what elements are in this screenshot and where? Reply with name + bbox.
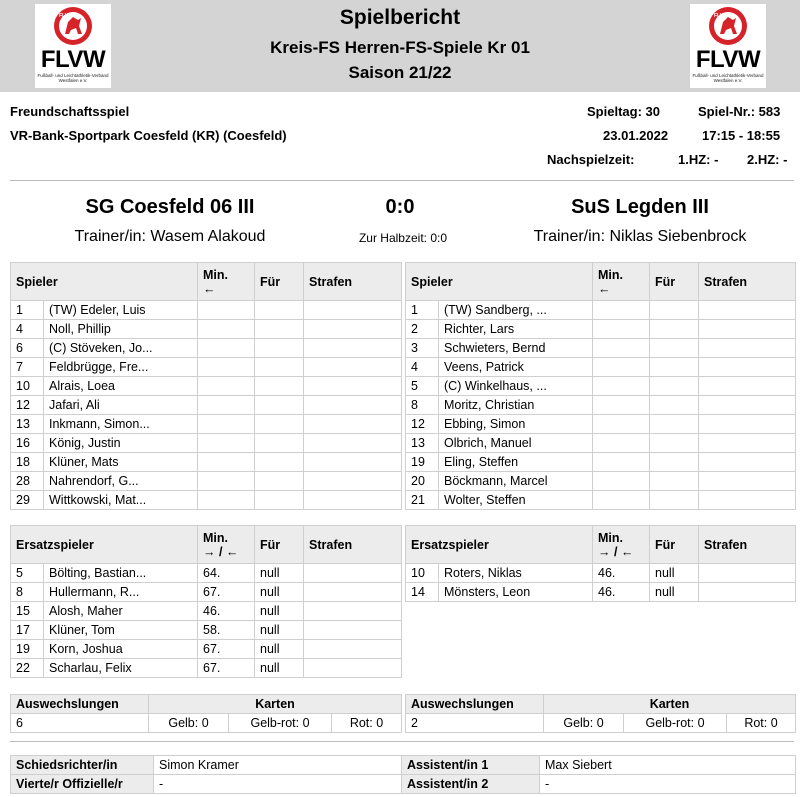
table-row [406, 472, 796, 491]
penalty-cell [699, 491, 796, 510]
assistant1-name: Max Siebert [540, 756, 796, 775]
table-row [406, 491, 796, 510]
player-name-cell: Noll, Phillip [44, 320, 198, 339]
player-name-cell: (TW) Edeler, Luis [44, 301, 198, 320]
player-name-cell: Mönsters, Leon [439, 583, 593, 602]
referee-name: Simon Kramer [154, 756, 402, 775]
minute-cell [593, 434, 650, 453]
player-name-cell: Schwieters, Bernd [439, 339, 593, 358]
shirt-number-cell: 15 [11, 602, 44, 621]
for-cell: null [255, 621, 304, 640]
table-row [11, 377, 402, 396]
match-type: Freundschaftsspiel [10, 104, 130, 119]
player-name-cell: (TW) Sandberg, ... [439, 301, 593, 320]
substitution-count: 6 [11, 714, 149, 733]
for-cell [650, 472, 699, 491]
penalty-cell [304, 453, 402, 472]
final-score: 0:0 [385, 196, 415, 218]
logo-subtitle: Fußball- und Leichtathletik-Verband Westfalen e.V. [692, 73, 764, 83]
shirt-number-cell: 6 [11, 339, 44, 358]
penalty-cell [699, 453, 796, 472]
for-cell [255, 453, 304, 472]
table-row [11, 602, 402, 621]
column-header-strafen: Strafen [304, 263, 402, 301]
penalty-cell [304, 415, 402, 434]
yellow-red-cards: Gelb-rot: 0 [229, 714, 332, 733]
penalty-cell [304, 640, 402, 659]
column-header-spieler: Spieler [11, 263, 198, 301]
minute-cell [198, 491, 255, 510]
table-row [11, 453, 402, 472]
for-cell [255, 415, 304, 434]
penalty-cell [699, 415, 796, 434]
shirt-number-cell: 5 [11, 564, 44, 583]
for-cell [650, 358, 699, 377]
shirt-number-cell: 7 [11, 358, 44, 377]
fourth-official-label: Vierte/r Offizielle/r [11, 775, 154, 794]
for-cell [255, 472, 304, 491]
match-number: Spiel-Nr.: 583 [698, 104, 781, 119]
table-row [11, 472, 402, 491]
home-substitutes-table [10, 525, 402, 678]
penalty-cell [304, 320, 402, 339]
column-header-strafen: Strafen [699, 263, 796, 301]
shirt-number-cell: 2 [406, 320, 439, 339]
column-header-fuer: Für [255, 263, 304, 301]
penalty-cell [304, 583, 402, 602]
for-cell [650, 320, 699, 339]
table-row [406, 415, 796, 434]
yellow-cards: Gelb: 0 [149, 714, 229, 733]
column-header-fuer: Für [650, 526, 699, 564]
yellow-red-cards: Gelb-rot: 0 [624, 714, 727, 733]
player-name-cell: Moritz, Christian [439, 396, 593, 415]
shirt-number-cell: 12 [406, 415, 439, 434]
minute-cell: 58. [198, 621, 255, 640]
for-cell [255, 358, 304, 377]
column-header-auswechslungen: Auswechslungen [406, 695, 544, 714]
table-row [11, 564, 402, 583]
player-name-cell: Inkmann, Simon... [44, 415, 198, 434]
player-name-cell: Nahrendorf, G... [44, 472, 198, 491]
logo-brand: FLVW [695, 46, 761, 73]
penalty-cell [304, 301, 402, 320]
table-row [11, 415, 402, 434]
minute-cell [198, 472, 255, 491]
table-row [11, 434, 402, 453]
shirt-number-cell: 13 [11, 415, 44, 434]
shirt-number-cell: 22 [11, 659, 44, 678]
for-cell [255, 339, 304, 358]
column-header-strafen: Strafen [304, 526, 402, 564]
match-date: 23.01.2022 [603, 128, 669, 143]
for-cell [650, 339, 699, 358]
extra-time-label: Nachspielzeit: [547, 152, 635, 167]
penalty-cell [304, 339, 402, 358]
shirt-number-cell: 28 [11, 472, 44, 491]
for-cell [650, 301, 699, 320]
assistant1-label: Assistent/in 1 [402, 756, 540, 775]
minute-cell: 46. [593, 564, 650, 583]
minute-cell: 46. [198, 602, 255, 621]
table-row [11, 659, 402, 678]
penalty-cell [699, 358, 796, 377]
report-header [0, 0, 800, 92]
shirt-number-cell: 1 [406, 301, 439, 320]
for-cell [650, 415, 699, 434]
assistant2-name: - [540, 775, 796, 794]
minute-cell [198, 434, 255, 453]
minute-cell [593, 377, 650, 396]
for-cell [650, 377, 699, 396]
logo-subtitle: Fußball- und Leichtathletik-Verband Westfalen e.V. [37, 73, 109, 83]
minute-cell [593, 396, 650, 415]
away-summary-table [405, 694, 796, 733]
for-cell [255, 301, 304, 320]
svg-text:FLVW: FLVW [59, 13, 73, 19]
red-cards: Rot: 0 [332, 714, 402, 733]
player-name-cell: Olbrich, Manuel [439, 434, 593, 453]
shirt-number-cell: 18 [11, 453, 44, 472]
table-row [406, 301, 796, 320]
player-name-cell: Böckmann, Marcel [439, 472, 593, 491]
referee-label: Schiedsrichter/in [11, 756, 154, 775]
table-row [406, 320, 796, 339]
table-row [11, 339, 402, 358]
minute-cell: 46. [593, 583, 650, 602]
table-row [11, 396, 402, 415]
divider [10, 180, 794, 181]
red-cards: Rot: 0 [727, 714, 796, 733]
shirt-number-cell: 1 [11, 301, 44, 320]
officials-table [10, 755, 796, 794]
player-name-cell: Korn, Joshua [44, 640, 198, 659]
penalty-cell [304, 472, 402, 491]
shirt-number-cell: 14 [406, 583, 439, 602]
shirt-number-cell: 10 [406, 564, 439, 583]
table-row [11, 583, 402, 602]
table-row [406, 453, 796, 472]
for-cell [255, 434, 304, 453]
column-header-strafen: Strafen [699, 526, 796, 564]
shirt-number-cell: 12 [11, 396, 44, 415]
penalty-cell [699, 377, 796, 396]
table-row [406, 564, 796, 583]
player-name-cell: Feldbrügge, Fre... [44, 358, 198, 377]
home-team-name: SG Coesfeld 06 III [85, 196, 255, 218]
penalty-cell [304, 396, 402, 415]
competition-title: Kreis-FS Herren-FS-Spiele Kr 01 [270, 38, 530, 57]
penalty-cell [304, 358, 402, 377]
substitution-count: 2 [406, 714, 544, 733]
shirt-number-cell: 19 [406, 453, 439, 472]
column-header-ersatzspieler: Ersatzspieler [11, 526, 198, 564]
for-cell [255, 396, 304, 415]
flvw-logo [35, 4, 111, 88]
shirt-number-cell: 16 [11, 434, 44, 453]
penalty-cell [304, 602, 402, 621]
shirt-number-cell: 3 [406, 339, 439, 358]
for-cell: null [255, 602, 304, 621]
shirt-number-cell: 21 [406, 491, 439, 510]
minute-cell [593, 339, 650, 358]
minute-cell: 67. [198, 659, 255, 678]
matchday: Spieltag: 30 [587, 104, 660, 119]
shirt-number-cell: 4 [406, 358, 439, 377]
penalty-cell [304, 434, 402, 453]
divider [10, 741, 794, 742]
minute-cell [593, 453, 650, 472]
player-name-cell: Ebbing, Simon [439, 415, 593, 434]
shirt-number-cell: 19 [11, 640, 44, 659]
home-lineup-table [10, 262, 402, 510]
player-name-cell: (C) Stöveken, Jo... [44, 339, 198, 358]
for-cell: null [650, 564, 699, 583]
player-name-cell: Wittkowski, Mat... [44, 491, 198, 510]
for-cell: null [255, 583, 304, 602]
venue: VR-Bank-Sportpark Coesfeld (KR) (Coesfeld) [10, 128, 287, 143]
player-name-cell: Alrais, Loea [44, 377, 198, 396]
flvw-seal-icon [35, 4, 111, 50]
shirt-number-cell: 8 [406, 396, 439, 415]
shirt-number-cell: 8 [11, 583, 44, 602]
home-summary-table [10, 694, 402, 733]
player-name-cell: Alosh, Maher [44, 602, 198, 621]
logo-brand: FLVW [40, 46, 106, 73]
penalty-cell [699, 434, 796, 453]
table-row [11, 320, 402, 339]
page-title: Spielbericht [339, 6, 461, 29]
column-header-auswechslungen: Auswechslungen [11, 695, 149, 714]
extra-time-second-half: 2.HZ: - [747, 152, 788, 167]
for-cell [255, 377, 304, 396]
halftime-score: Zur Halbzeit: 0:0 [358, 231, 448, 245]
penalty-cell [699, 339, 796, 358]
for-cell: null [255, 659, 304, 678]
for-cell [650, 396, 699, 415]
player-name-cell: Jafari, Ali [44, 396, 198, 415]
table-row [11, 491, 402, 510]
player-name-cell: Bölting, Bastian... [44, 564, 198, 583]
for-cell [255, 320, 304, 339]
table-row [406, 339, 796, 358]
penalty-cell [699, 583, 796, 602]
for-cell: null [255, 640, 304, 659]
table-row [11, 621, 402, 640]
penalty-cell [304, 659, 402, 678]
flvw-seal-icon [690, 4, 766, 50]
penalty-cell [304, 564, 402, 583]
player-name-cell: Wolter, Steffen [439, 491, 593, 510]
for-cell [650, 434, 699, 453]
minute-cell [198, 358, 255, 377]
table-row [406, 358, 796, 377]
minute-cell [593, 301, 650, 320]
player-name-cell: Klüner, Mats [44, 453, 198, 472]
shirt-number-cell: 4 [11, 320, 44, 339]
column-header-spieler: Spieler [406, 263, 593, 301]
column-header-min: Min. → / ← [593, 526, 650, 564]
assistant2-label: Assistent/in 2 [402, 775, 540, 794]
column-header-fuer: Für [255, 526, 304, 564]
penalty-cell [699, 320, 796, 339]
away-lineup-table [405, 262, 796, 510]
column-header-karten: Karten [544, 695, 796, 714]
shirt-number-cell: 20 [406, 472, 439, 491]
table-row [406, 583, 796, 602]
minute-cell [198, 339, 255, 358]
penalty-cell [699, 396, 796, 415]
player-name-cell: Klüner, Tom [44, 621, 198, 640]
minute-cell [593, 415, 650, 434]
player-name-cell: (C) Winkelhaus, ... [439, 377, 593, 396]
penalty-cell [699, 564, 796, 583]
for-cell [650, 453, 699, 472]
table-row [11, 358, 402, 377]
minute-cell [593, 320, 650, 339]
minute-cell [198, 415, 255, 434]
player-name-cell: Roters, Niklas [439, 564, 593, 583]
for-cell: null [650, 583, 699, 602]
player-name-cell: Richter, Lars [439, 320, 593, 339]
table-row [11, 301, 402, 320]
column-header-min: Min. ← [198, 263, 255, 301]
minute-cell: 67. [198, 583, 255, 602]
for-cell: null [255, 564, 304, 583]
away-team-name: SuS Legden III [571, 196, 709, 218]
column-header-ersatzspieler: Ersatzspieler [406, 526, 593, 564]
player-name-cell: König, Justin [44, 434, 198, 453]
home-trainer: Trainer/in: Wasem Alakoud [74, 228, 266, 245]
fourth-official-name: - [154, 775, 402, 794]
penalty-cell [304, 621, 402, 640]
minute-cell [198, 377, 255, 396]
penalty-cell [699, 472, 796, 491]
penalty-cell [304, 491, 402, 510]
column-header-min: Min. ← [593, 263, 650, 301]
away-substitutes-table [405, 525, 796, 602]
yellow-cards: Gelb: 0 [544, 714, 624, 733]
away-trainer: Trainer/in: Niklas Siebenbrock [533, 228, 747, 245]
minute-cell [593, 472, 650, 491]
minute-cell: 67. [198, 640, 255, 659]
table-row [406, 434, 796, 453]
shirt-number-cell: 17 [11, 621, 44, 640]
player-name-cell: Scharlau, Felix [44, 659, 198, 678]
table-row [11, 640, 402, 659]
match-time: 17:15 - 18:55 [702, 128, 781, 143]
for-cell [255, 491, 304, 510]
minute-cell [198, 301, 255, 320]
table-row [406, 377, 796, 396]
extra-time-first-half: 1.HZ: - [678, 152, 719, 167]
column-header-karten: Karten [149, 695, 402, 714]
minute-cell [198, 320, 255, 339]
table-row [406, 396, 796, 415]
for-cell [650, 491, 699, 510]
minute-cell [593, 358, 650, 377]
shirt-number-cell: 5 [406, 377, 439, 396]
minute-cell [198, 396, 255, 415]
player-name-cell: Veens, Patrick [439, 358, 593, 377]
column-header-min: Min. → / ← [198, 526, 255, 564]
flvw-logo [690, 4, 766, 88]
player-name-cell: Hullermann, R... [44, 583, 198, 602]
minute-cell [198, 453, 255, 472]
season-title: Saison 21/22 [348, 63, 452, 82]
player-name-cell: Eling, Steffen [439, 453, 593, 472]
svg-text:FLVW: FLVW [714, 13, 728, 19]
minute-cell: 64. [198, 564, 255, 583]
penalty-cell [304, 377, 402, 396]
shirt-number-cell: 13 [406, 434, 439, 453]
minute-cell [593, 491, 650, 510]
penalty-cell [699, 301, 796, 320]
shirt-number-cell: 10 [11, 377, 44, 396]
shirt-number-cell: 29 [11, 491, 44, 510]
column-header-fuer: Für [650, 263, 699, 301]
